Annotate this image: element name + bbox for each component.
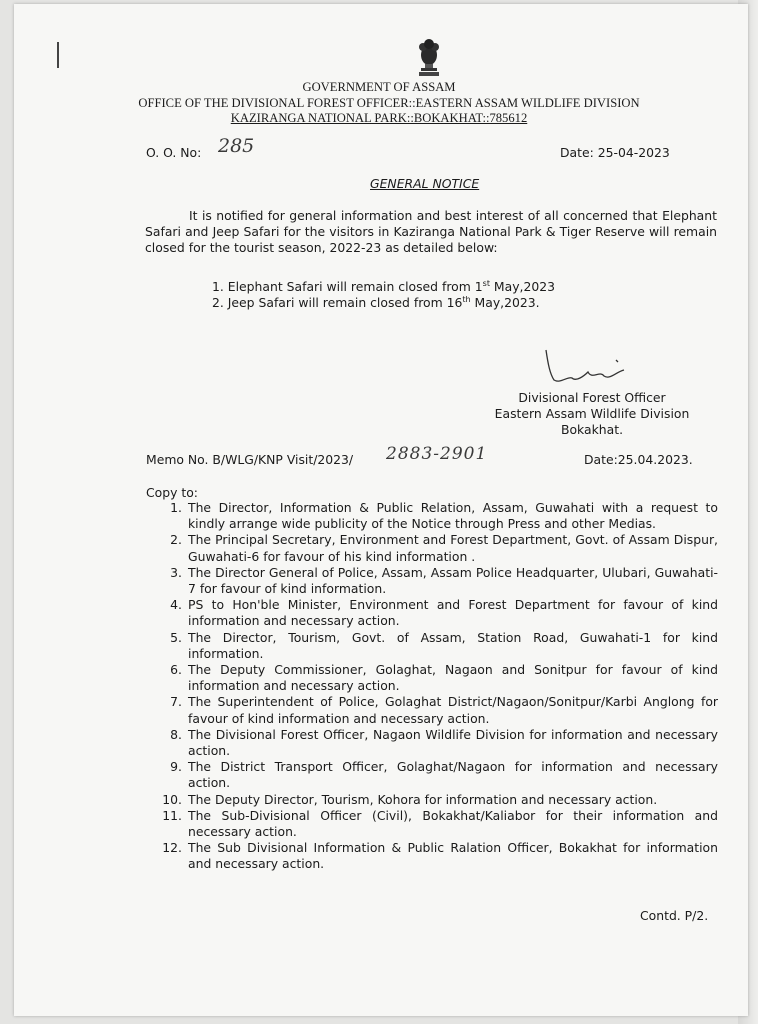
notice-item-text-end: May,2023 xyxy=(489,279,555,295)
copy-item-text: The Director, Tourism, Govt. of Assam, Station Road, Guwahati-1 for kind information. xyxy=(188,629,718,661)
copy-item xyxy=(160,630,718,662)
copy-item xyxy=(160,840,718,872)
copy-item-number: 11. xyxy=(162,807,182,823)
copy-item xyxy=(160,727,718,759)
margin-mark xyxy=(57,42,59,68)
copy-item-text: The Deputy Director, Tourism, Kohora for information and necessary action. xyxy=(188,791,658,807)
copy-item-text: The Principal Secretary, Environment and Forest Department, Govt. of Assam Dispur, Guwahati-6 for favour of his kind information . xyxy=(188,532,718,564)
memo-label: Memo No. B/WLG/KNP Visit/2023/ xyxy=(146,452,354,467)
copy-item-text: PS to Hon'ble Minister, Environment and Forest Department for favour of kind information and necessary action. xyxy=(188,597,718,629)
copy-item xyxy=(160,565,718,597)
signatory-title: Divisional Forest Officer xyxy=(518,390,666,405)
copy-item xyxy=(160,662,718,694)
copy-item-text: The Director General of Police, Assam, Assam Police Headquarter, Ulubari, Guwahati-7 for favour of kind information. xyxy=(188,564,718,597)
copy-item-text: The Director, Information & Public Relation, Assam, Guwahati with a request to kindly arrange wide publicity of the Notice through Press and other Medias. xyxy=(188,500,718,532)
copy-item-text: The District Transport Officer, Golaghat/Nagaon for information and necessary action. xyxy=(188,759,718,791)
memo-date: Date:25.04.2023. xyxy=(584,452,693,467)
order-date: Date: 25-04-2023 xyxy=(560,145,670,160)
order-number-handwritten: 285 xyxy=(218,135,255,157)
header-address: KAZIRANGA NATIONAL PARK::BOKAKHAT::785612 xyxy=(230,111,528,125)
notice-item-sup: th xyxy=(462,295,471,304)
signature-text: lkosi xyxy=(570,386,573,387)
signatory-division: Eastern Assam Wildlife Division xyxy=(494,406,690,421)
copy-item xyxy=(160,694,718,726)
copy-item-text: The Sub Divisional Information & Public Ralation Officer, Bokakhat for information and necessary action. xyxy=(188,840,718,872)
copy-item xyxy=(160,500,718,532)
copy-to-list xyxy=(160,500,718,873)
header-office: OFFICE OF THE DIVISIONAL FOREST OFFICER::EASTERN ASSAM WILDLIFE DIVISION xyxy=(138,96,640,110)
copy-item-number: 5. xyxy=(170,629,182,645)
copy-item xyxy=(160,808,718,840)
copy-item xyxy=(160,792,718,808)
copy-item-text: The Sub-Divisional Officer (Civil), Bokakhat/Kaliabor for their information and necessary action. xyxy=(188,807,718,840)
notice-item-sup: st xyxy=(482,279,490,288)
copy-item-number: 2. xyxy=(170,532,182,548)
copy-item-text: The Superintendent of Police, Golaghat District/Nagaon/Sonitpur/Karbi Anglong for favour of kind information and necessary action. xyxy=(188,694,718,726)
notice-item-number: 1. xyxy=(212,279,224,295)
copy-item-number: 7. xyxy=(170,694,182,710)
order-label: O. O. No: xyxy=(146,145,202,160)
copy-item-number: 8. xyxy=(170,726,182,742)
copy-item-number: 10. xyxy=(162,791,182,807)
memo-number-handwritten: 2883-2901 xyxy=(386,444,488,464)
notice-item-number: 2. xyxy=(212,295,224,311)
copy-item-number: 6. xyxy=(170,662,182,678)
copy-item-number: 3. xyxy=(170,564,182,580)
notice-item-text-end: May,2023. xyxy=(470,295,540,311)
signatory-place: Bokakhat. xyxy=(560,422,624,437)
notice-item-text: Elephant Safari will remain closed from 1 xyxy=(227,279,483,295)
notice-item-2 xyxy=(212,292,540,310)
copy-item-number: 1. xyxy=(170,500,182,515)
notice-title: GENERAL NOTICE xyxy=(370,176,480,191)
copy-item-number: 4. xyxy=(170,597,182,613)
copy-item xyxy=(160,759,718,791)
copy-item xyxy=(160,532,718,564)
copy-item-text: The Divisional Forest Officer, Nagaon Wildlife Division for information and necessary action. xyxy=(188,726,718,759)
notice-item-text: Jeep Safari will remain closed from 16 xyxy=(227,295,463,311)
signature-scribble xyxy=(540,346,632,388)
notice-body: It is notified for general information and best interest of all concerned that Elephant Safari and Jeep Safari for the visitors in Kaziranga National Park & Tiger Reserve will remain closed for the tourist season, 2022-23 as detailed below: xyxy=(145,208,717,255)
copy-item-text: The Deputy Commissioner, Golaghat, Nagaon and Sonitpur for favour of kind information and necessary action. xyxy=(188,662,718,694)
copy-item-number: 9. xyxy=(170,759,182,775)
continued-note: Contd. P/2. xyxy=(640,908,709,923)
state-emblem-icon xyxy=(416,38,442,78)
copy-item xyxy=(160,597,718,629)
copy-to-label: Copy to: xyxy=(146,485,198,500)
copy-item-number: 12. xyxy=(162,840,182,856)
header-government: GOVERNMENT OF ASSAM xyxy=(302,80,456,94)
